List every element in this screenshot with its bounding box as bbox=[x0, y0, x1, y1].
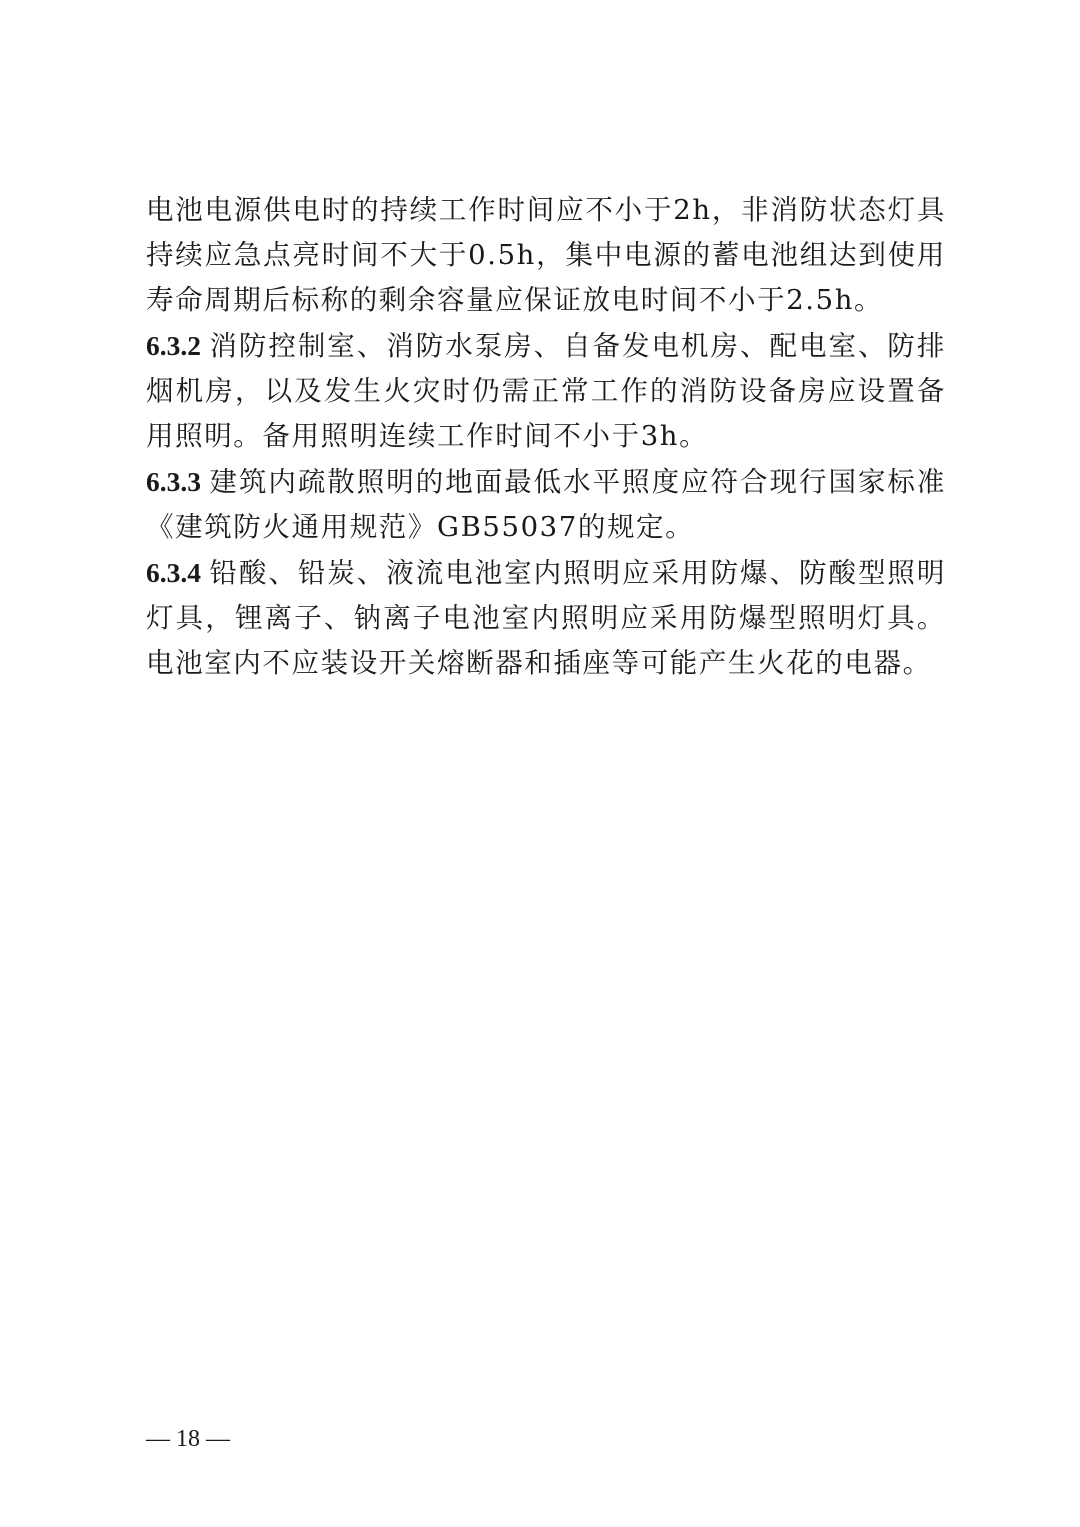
clause-text: 铅酸、铅炭、液流电池室内照明应采用防爆、防酸型照明灯具，锂离子、钠离子电池室内照明应采用防爆型照明灯具。电池室内不应装设开关熔断器和插座等可能产生火花的电器。 bbox=[146, 557, 946, 679]
clause-text: 建筑内疏散照明的地面最低水平照度应符合现行国家标准《建筑防火通用规范》GB55037的规定。 bbox=[146, 466, 946, 543]
clause-number: 6.3.3 bbox=[146, 466, 201, 497]
clause-number: 6.3.4 bbox=[146, 557, 201, 588]
clause-number: 6.3.2 bbox=[146, 330, 201, 361]
clause-6-3-4 bbox=[146, 550, 946, 686]
page-number: — 18 — bbox=[146, 1426, 230, 1452]
clause-6-3-3 bbox=[146, 459, 946, 550]
paragraph-continuation bbox=[146, 188, 946, 323]
paragraph-text: 电池电源供电时的持续工作时间应不小于2h，非消防状态灯具持续应急点亮时间不大于0.5h，集中电源的蓄电池组达到使用寿命周期后标称的剩余容量应保证放电时间不小于2.5h。 bbox=[146, 194, 946, 316]
clause-text: 消防控制室、消防水泵房、自备发电机房、配电室、防排烟机房，以及发生火灾时仍需正常工作的消防设备房应设置备用照明。备用照明连续工作时间不小于3h。 bbox=[146, 330, 946, 452]
clause-6-3-2 bbox=[146, 323, 946, 459]
document-body bbox=[146, 188, 946, 686]
